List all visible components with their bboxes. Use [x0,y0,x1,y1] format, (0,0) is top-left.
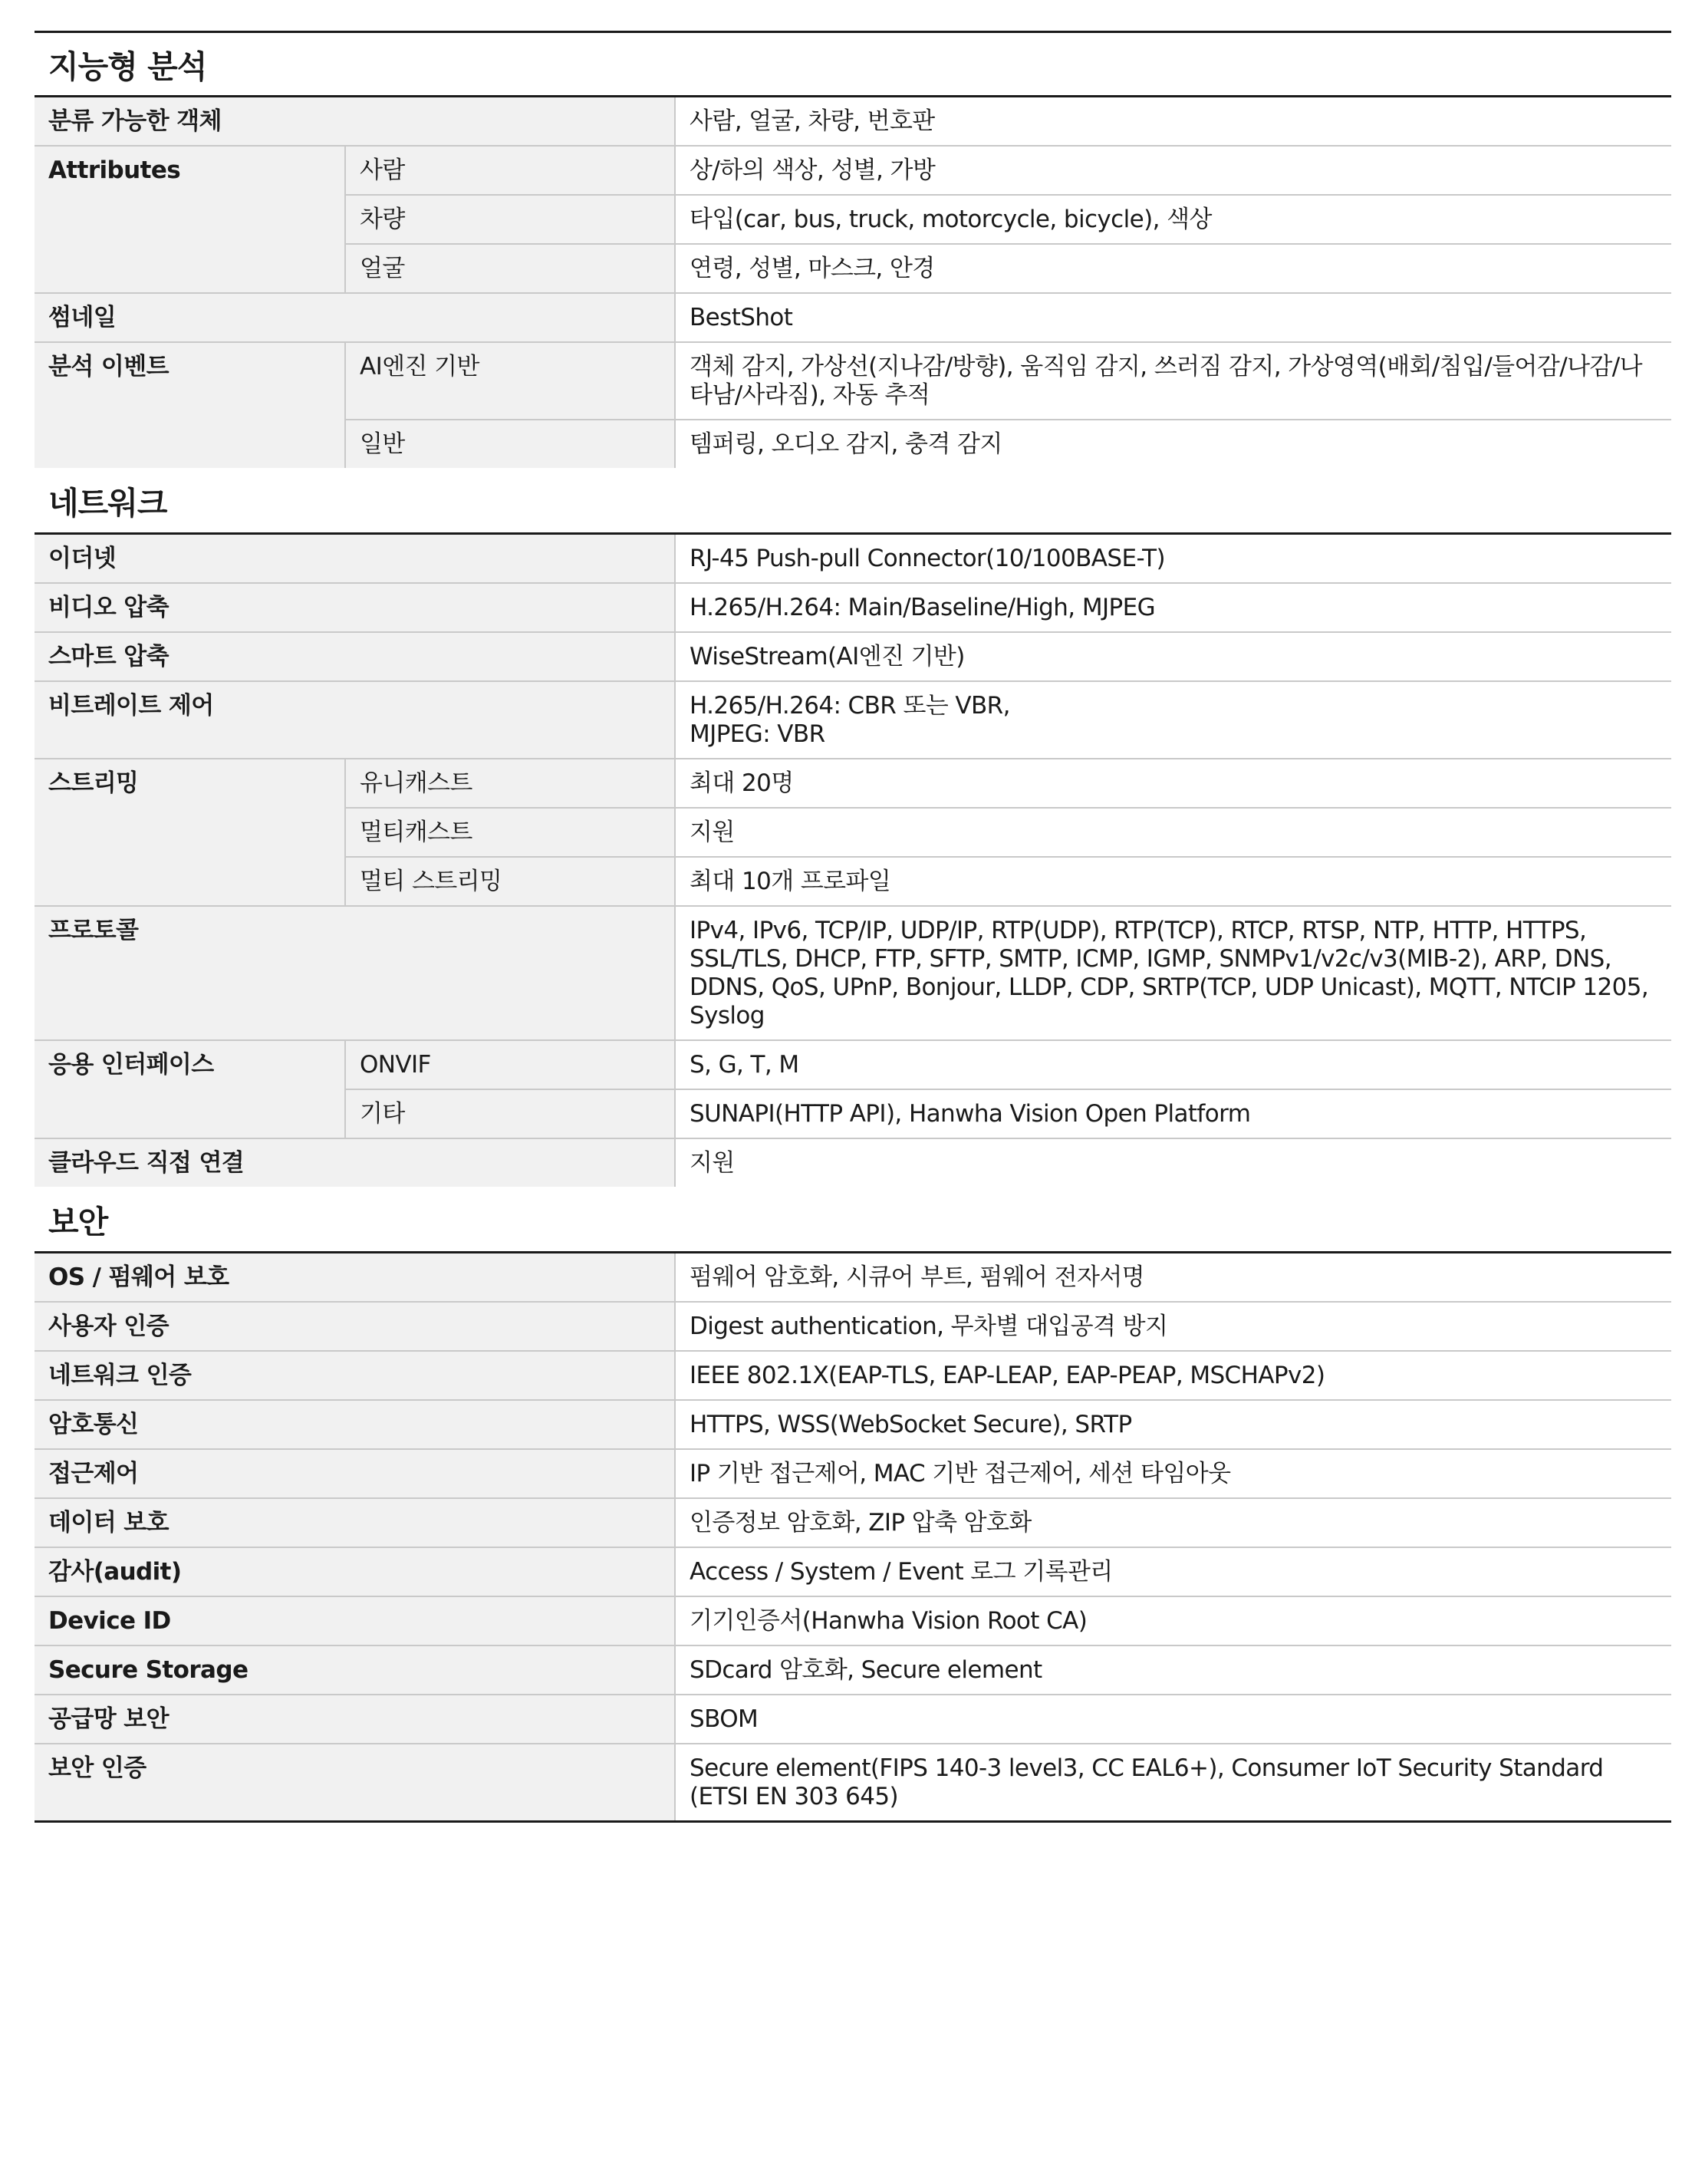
spec-sublabel: ONVIF [345,1040,675,1089]
spec-value: Access / System / Event 로그 기록관리 [675,1547,1671,1596]
spec-value: SDcard 암호화, Secure element [675,1645,1671,1695]
spec-value: 타입(car, bus, truck, motorcycle, bicycle), 색상 [675,195,1671,244]
spec-row [35,1351,1671,1400]
spec-row [35,906,1671,1040]
spec-row [35,1695,1671,1744]
spec-label: 데이터 보호 [35,1498,675,1547]
spec-sublabel: 유니캐스트 [345,759,675,808]
spec-section [35,31,1671,468]
spec-value: HTTPS, WSS(WebSocket Secure), SRTP [675,1400,1671,1449]
spec-label: Secure Storage [35,1645,675,1695]
spec-value: 최대 20명 [675,759,1671,808]
spec-row [35,1498,1671,1547]
spec-value: 연령, 성별, 마스크, 안경 [675,244,1671,293]
spec-value: H.265/H.264: Main/Baseline/High, MJPEG [675,583,1671,632]
spec-row [35,1547,1671,1596]
spec-table [35,97,1671,468]
spec-row [35,1302,1671,1351]
spec-value: RJ-45 Push-pull Connector(10/100BASE-T) [675,535,1671,583]
spec-value: 지원 [675,808,1671,857]
spec-label: 프로토콜 [35,906,675,1040]
spec-sublabel: 기타 [345,1089,675,1138]
spec-value: SUNAPI(HTTP API), Hanwha Vision Open Platform [675,1089,1671,1138]
spec-label: 썸네일 [35,293,675,342]
spec-section [35,468,1671,1187]
spec-label: 분석 이벤트 [35,342,345,468]
spec-row [35,1645,1671,1695]
spec-label: Attributes [35,146,345,293]
spec-row [35,632,1671,681]
spec-sublabel: 멀티 스트리밍 [345,857,675,906]
spec-row [35,1400,1671,1449]
spec-label: 보안 인증 [35,1744,675,1820]
spec-row [35,1449,1671,1498]
spec-row [35,535,1671,583]
spec-value: 템퍼링, 오디오 감지, 충격 감지 [675,420,1671,468]
spec-sublabel: 멀티캐스트 [345,808,675,857]
spec-value: BestShot [675,293,1671,342]
spec-value: 객체 감지, 가상선(지나감/방향), 움직임 감지, 쓰러짐 감지, 가상영역(배회/침입/들어감/나감/나타남/사라짐), 자동 추적 [675,342,1671,420]
spec-label: 감사(audit) [35,1547,675,1596]
spec-label: 암호통신 [35,1400,675,1449]
spec-label: 비디오 압축 [35,583,675,632]
spec-row [35,342,1671,420]
spec-row [35,1040,1671,1089]
spec-row [35,1744,1671,1820]
spec-value: 사람, 얼굴, 차량, 번호판 [675,97,1671,146]
spec-label: 이더넷 [35,535,675,583]
spec-row [35,681,1671,759]
spec-section [35,1187,1671,1820]
spec-value: Secure element(FIPS 140-3 level3, CC EAL6+), Consumer IoT Security Standard (ETSI EN 303 645) [675,1744,1671,1820]
spec-row [35,293,1671,342]
section-title: 네트워크 [35,468,1671,535]
spec-sublabel: 사람 [345,146,675,195]
spec-sublabel: AI엔진 기반 [345,342,675,420]
spec-label: 분류 가능한 객체 [35,97,675,146]
spec-value: IP 기반 접근제어, MAC 기반 접근제어, 세션 타임아웃 [675,1449,1671,1498]
spec-value: 상/하의 색상, 성별, 가방 [675,146,1671,195]
spec-row [35,1596,1671,1645]
spec-value: 펌웨어 암호화, 시큐어 부트, 펌웨어 전자서명 [675,1253,1671,1302]
spec-value: Digest authentication, 무차별 대입공격 방지 [675,1302,1671,1351]
spec-row [35,1253,1671,1302]
spec-label: 비트레이트 제어 [35,681,675,759]
spec-value: WiseStream(AI엔진 기반) [675,632,1671,681]
spec-value: SBOM [675,1695,1671,1744]
spec-sublabel: 일반 [345,420,675,468]
spec-value: 기기인증서(Hanwha Vision Root CA) [675,1596,1671,1645]
bottom-rule [35,1820,1671,1823]
spec-label: 스마트 압축 [35,632,675,681]
spec-row [35,1138,1671,1187]
spec-label: Device ID [35,1596,675,1645]
spec-value: S, G, T, M [675,1040,1671,1089]
spec-row [35,759,1671,808]
spec-label: 클라우드 직접 연결 [35,1138,675,1187]
spec-row [35,146,1671,195]
spec-value: 지원 [675,1138,1671,1187]
spec-sublabel: 얼굴 [345,244,675,293]
section-title: 보안 [35,1187,1671,1253]
spec-label: OS / 펌웨어 보호 [35,1253,675,1302]
spec-label: 네트워크 인증 [35,1351,675,1400]
spec-label: 공급망 보안 [35,1695,675,1744]
spec-label: 사용자 인증 [35,1302,675,1351]
spec-table [35,1253,1671,1820]
spec-value: 인증정보 암호화, ZIP 압축 암호화 [675,1498,1671,1547]
spec-row [35,583,1671,632]
spec-label: 응용 인터페이스 [35,1040,345,1138]
spec-value: H.265/H.264: CBR 또는 VBR, MJPEG: VBR [675,681,1671,759]
spec-value: IEEE 802.1X(EAP-TLS, EAP-LEAP, EAP-PEAP, MSCHAPv2) [675,1351,1671,1400]
spec-document [35,31,1671,1823]
spec-sublabel: 차량 [345,195,675,244]
spec-value: IPv4, IPv6, TCP/IP, UDP/IP, RTP(UDP), RTP(TCP), RTCP, RTSP, NTP, HTTP, HTTPS, SSL/TLS, DHCP, FTP, SFTP, SMTP, ICMP, IGMP, SNMPv1/v2c/v3(MIB-2), ARP, DNS, DDNS, QoS, UPnP, Bonjour, LLDP, CDP, SRTP(TCP, UDP Unicast), MQTT, NTCIP 1205, Syslog [675,906,1671,1040]
spec-table [35,535,1671,1187]
spec-value: 최대 10개 프로파일 [675,857,1671,906]
spec-label: 접근제어 [35,1449,675,1498]
spec-row [35,97,1671,146]
section-title: 지능형 분석 [35,31,1671,97]
spec-label: 스트리밍 [35,759,345,906]
